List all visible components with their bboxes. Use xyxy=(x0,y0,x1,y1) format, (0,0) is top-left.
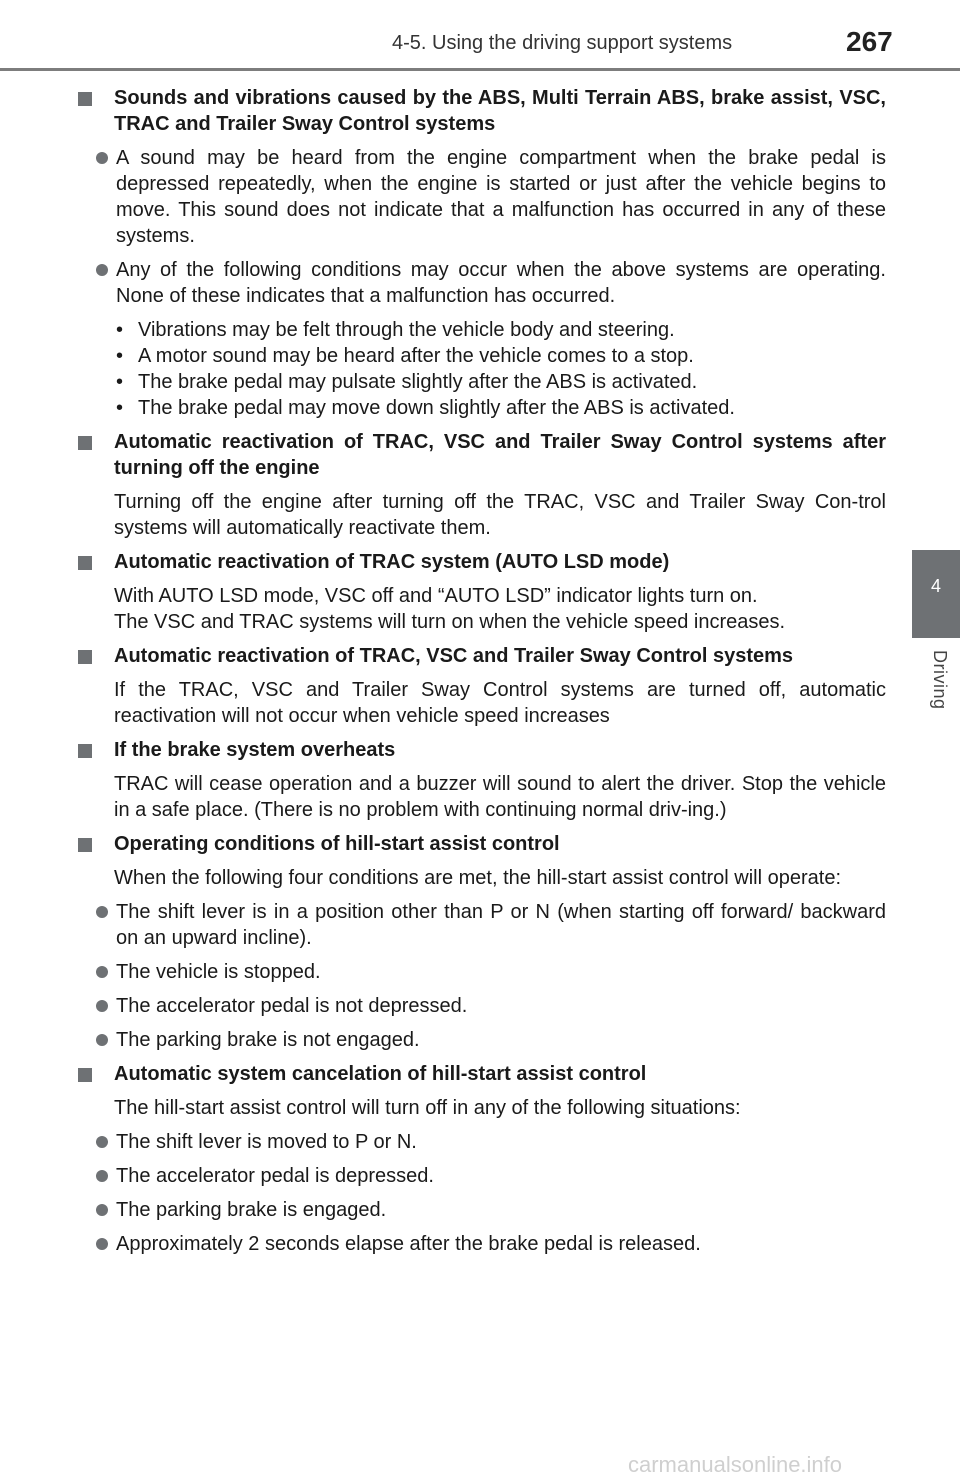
chapter-label: Driving xyxy=(930,650,950,710)
list-item-text: The shift lever is in a position other than P or N (when starting off forward/ backward on an upward incline). xyxy=(116,901,886,949)
section-heading-text: Automatic reactivation of TRAC, VSC and Trailer Sway Control systems xyxy=(114,645,794,667)
square-bullet-icon xyxy=(78,556,92,570)
section-heading xyxy=(78,549,886,575)
section-heading-text: Automatic system cancelation of hill-start assist control xyxy=(114,1063,647,1085)
section-body: If the TRAC, VSC and Trailer Sway Control systems are turned off, automatic reactivation will not occur when vehicle speed increases xyxy=(114,679,886,727)
sub-bullet-icon: • xyxy=(116,371,124,393)
sub-list-item xyxy=(78,395,886,421)
round-bullet-icon xyxy=(96,1000,108,1012)
sub-list-item-text: The brake pedal may pulsate slightly after the ABS is activated. xyxy=(138,371,698,393)
sub-bullet-icon: • xyxy=(116,319,124,341)
section-heading-text: If the brake system overheats xyxy=(114,739,396,761)
list-item xyxy=(78,899,886,951)
round-bullet-icon xyxy=(96,1034,108,1046)
list-item xyxy=(78,1129,886,1155)
sub-list-item xyxy=(78,343,886,369)
round-bullet-icon xyxy=(96,1238,108,1250)
sub-list-item-text: Vibrations may be felt through the vehicle body and steering. xyxy=(138,319,675,341)
round-bullet-icon xyxy=(96,966,108,978)
square-bullet-icon xyxy=(78,744,92,758)
list-item xyxy=(78,145,886,249)
list-item xyxy=(78,993,886,1019)
square-bullet-icon xyxy=(78,92,92,106)
list-item-text: The vehicle is stopped. xyxy=(116,961,321,983)
section-body: Turning off the engine after turning off the TRAC, VSC and Trailer Sway Con-trol systems will automatically reactivate them. xyxy=(114,491,886,539)
list-item xyxy=(78,1197,886,1223)
list-item-text: A sound may be heard from the engine compartment when the brake pedal is depressed repeatedly, when the engine is started or just after the vehicle begins to move. This sound does not indicate that a malfunction has occurred in any of these systems. xyxy=(116,147,886,247)
list-item xyxy=(78,1231,886,1257)
sub-bullet-icon: • xyxy=(116,345,124,367)
section-heading xyxy=(78,1061,886,1087)
section-heading xyxy=(78,831,886,857)
section-heading-text: Sounds and vibrations caused by the ABS, Multi Terrain ABS, brake assist, VSC, TRAC and Trailer Sway Control systems xyxy=(114,87,886,135)
sub-list-item xyxy=(78,369,886,395)
section-heading-text: Operating conditions of hill-start assist control xyxy=(114,833,560,855)
section-body-line: With AUTO LSD mode, VSC off and “AUTO LSD” indicator lights turn on. xyxy=(114,585,758,607)
section-heading-text: Automatic reactivation of TRAC system (AUTO LSD mode) xyxy=(114,551,670,573)
site-watermark: carmanualsonline.info xyxy=(628,1452,843,1477)
sub-list-item xyxy=(78,317,886,343)
sub-list-item-text: The brake pedal may move down slightly after the ABS is activated. xyxy=(138,397,735,419)
list-item-text: The shift lever is moved to P or N. xyxy=(116,1131,417,1153)
list-item-text: Any of the following conditions may occur when the above systems are operating. None of these indicates that a malfunction has occurred. xyxy=(116,259,886,307)
round-bullet-icon xyxy=(96,152,108,164)
list-item-text: Approximately 2 seconds elapse after the brake pedal is released. xyxy=(116,1233,701,1255)
section-heading-text: Automatic reactivation of TRAC, VSC and Trailer Sway Control systems after turning off the engine xyxy=(114,431,886,479)
header-rule xyxy=(0,68,960,71)
section-heading xyxy=(78,429,886,481)
list-item xyxy=(78,257,886,309)
list-item xyxy=(78,959,886,985)
section-heading xyxy=(78,643,886,669)
round-bullet-icon xyxy=(96,906,108,918)
round-bullet-icon xyxy=(96,1204,108,1216)
chapter-number: 4 xyxy=(930,576,941,596)
chapter-tab xyxy=(912,550,960,638)
sub-list-item-text: A motor sound may be heard after the vehicle comes to a stop. xyxy=(138,345,694,367)
section-heading xyxy=(78,737,886,763)
section-body: The hill-start assist control will turn off in any of the following situations: xyxy=(114,1097,741,1119)
running-header-title: 4-5. Using the driving support systems xyxy=(392,32,733,54)
page-number: 267 xyxy=(846,26,893,57)
section-body: TRAC will cease operation and a buzzer will sound to alert the driver. Stop the vehicle in a safe place. (There is no problem with continuing normal driv-ing.) xyxy=(114,773,886,821)
round-bullet-icon xyxy=(96,1136,108,1148)
square-bullet-icon xyxy=(78,1068,92,1082)
section-body-line: The VSC and TRAC systems will turn on when the vehicle speed increases. xyxy=(114,611,786,633)
round-bullet-icon xyxy=(96,264,108,276)
sub-bullet-icon: • xyxy=(116,397,124,419)
round-bullet-icon xyxy=(96,1170,108,1182)
list-item xyxy=(78,1027,886,1053)
section-body: When the following four conditions are met, the hill-start assist control will operate: xyxy=(114,867,842,889)
list-item-text: The parking brake is engaged. xyxy=(116,1199,387,1221)
square-bullet-icon xyxy=(78,838,92,852)
page-content xyxy=(78,85,886,1257)
list-item-text: The accelerator pedal is not depressed. xyxy=(116,995,468,1017)
list-item xyxy=(78,1163,886,1189)
square-bullet-icon xyxy=(78,436,92,450)
list-item-text: The parking brake is not engaged. xyxy=(116,1029,420,1051)
section-heading xyxy=(78,85,886,137)
square-bullet-icon xyxy=(78,650,92,664)
list-item-text: The accelerator pedal is depressed. xyxy=(116,1165,434,1187)
